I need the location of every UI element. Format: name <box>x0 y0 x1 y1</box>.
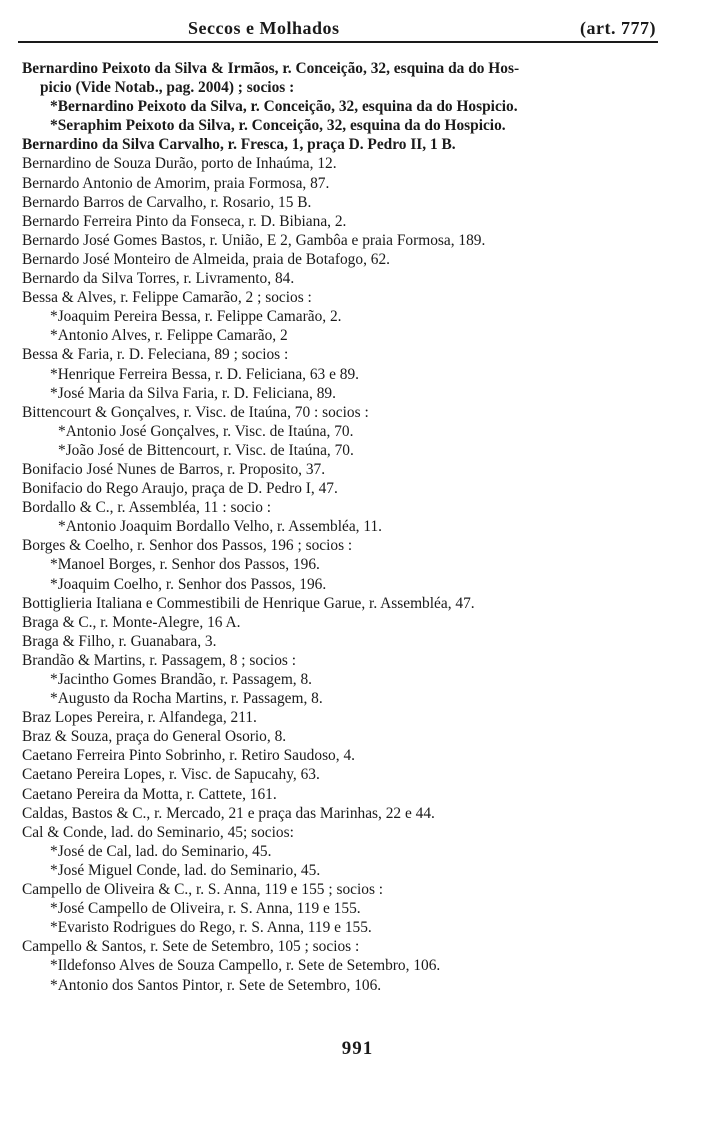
partner-entry: *Henrique Ferreira Bessa, r. D. Feliciana, 63 e 89. <box>50 365 359 383</box>
partner-entry: *Antonio Alves, r. Felippe Camarão, 2 <box>50 327 288 345</box>
directory-entry: Bernardo Antonio de Amorim, praia Formosa, 87. <box>22 174 330 192</box>
partner-entry: *Antonio dos Santos Pintor, r. Sete de Setembro, 106. <box>50 976 382 994</box>
directory-entry: Bernardo José Gomes Bastos, r. União, E 2, Gambôa e praia Formosa, 189. <box>22 231 486 249</box>
partner-entry: *Seraphim Peixoto da Silva, r. Conceição, 32, esquina da do Hospicio. <box>50 117 506 135</box>
entry-continuation: picio (Vide Notab., pag. 2004) ; socios : <box>40 79 295 97</box>
directory-entry: Bernardino de Souza Durão, porto de Inhaúma, 12. <box>22 155 337 173</box>
partner-entry: *Joaquim Coelho, r. Senhor dos Passos, 196. <box>50 575 327 593</box>
directory-entry: Bernardo José Monteiro de Almeida, praia de Botafogo, 62. <box>22 250 390 268</box>
directory-entry: Bernardo Barros de Carvalho, r. Rosario, 15 B. <box>22 193 312 211</box>
directory-entry: Borges & Coelho, r. Senhor dos Passos, 196 ; socios : <box>22 537 353 555</box>
partner-entry: *José Maria da Silva Faria, r. D. Feliciana, 89. <box>50 384 336 402</box>
directory-entry: Bernardo da Silva Torres, r. Livramento, 84. <box>22 270 295 288</box>
directory-entry: Campello & Santos, r. Sete de Setembro, 105 ; socios : <box>22 938 360 956</box>
directory-entry: Braz Lopes Pereira, r. Alfandega, 211. <box>22 709 257 727</box>
directory-entry: Bernardino da Silva Carvalho, r. Fresca, 1, praça D. Pedro II, 1 B. <box>22 136 456 154</box>
page-number: 991 <box>341 1038 374 1059</box>
directory-entry: Campello de Oliveira & C., r. S. Anna, 119 e 155 ; socios : <box>22 881 384 899</box>
directory-entry: Bittencourt & Gonçalves, r. Visc. de Itaúna, 70 : socios : <box>22 403 369 421</box>
directory-entry: Bessa & Alves, r. Felippe Camarão, 2 ; socios : <box>22 289 312 307</box>
partner-entry: *João José de Bittencourt, r. Visc. de Itaúna, 70. <box>58 441 354 459</box>
directory-entry <box>22 59 672 97</box>
directory-entry: Caetano Pereira da Motta, r. Cattete, 161. <box>22 785 277 803</box>
partner-entry: *Bernardino Peixoto da Silva, r. Conceição, 32, esquina da do Hospicio. <box>50 98 518 116</box>
header-rule <box>18 41 658 43</box>
partner-entry: *Ildefonso Alves de Souza Campello, r. Sete de Setembro, 106. <box>50 957 441 975</box>
directory-entry: Bessa & Faria, r. D. Feleciana, 89 ; socios : <box>22 346 289 364</box>
directory-entry: Braga & Filho, r. Guanabara, 3. <box>22 632 217 650</box>
partner-entry: *Augusto da Rocha Martins, r. Passagem, 8. <box>50 690 323 708</box>
partner-entry: *Evaristo Rodrigues do Rego, r. S. Anna, 119 e 155. <box>50 919 372 937</box>
directory-entry: Bernardo Ferreira Pinto da Fonseca, r. D. Bibiana, 2. <box>22 212 347 230</box>
directory-entry: Caldas, Bastos & C., r. Mercado, 21 e praça das Marinhas, 22 e 44. <box>22 804 435 822</box>
directory-entry: Brandão & Martins, r. Passagem, 8 ; socios : <box>22 651 297 669</box>
directory-entry: Braz & Souza, praça do General Osorio, 8. <box>22 728 287 746</box>
partner-entry: *Manoel Borges, r. Senhor dos Passos, 196. <box>50 556 320 574</box>
directory-entry: Bonifacio do Rego Araujo, praça de D. Pedro I, 47. <box>22 480 338 498</box>
partner-entry: *Jacintho Gomes Brandão, r. Passagem, 8. <box>50 671 313 688</box>
directory-entry: Caetano Pereira Lopes, r. Visc. de Sapucahy, 63. <box>22 766 320 784</box>
directory-entry: Caetano Ferreira Pinto Sobrinho, r. Retiro Saudoso, 4. <box>22 747 355 765</box>
directory-entry: Bordallo & C., r. Assembléa, 11 : socio : <box>22 499 272 517</box>
partner-entry: *Joaquim Pereira Bessa, r. Felippe Camarão, 2. <box>50 308 342 326</box>
directory-list <box>22 59 672 995</box>
entry-line: Bernardino Peixoto da Silva & Irmãos, r. Conceição, 32, esquina da do Hos- <box>22 60 520 77</box>
directory-entry: Bonifacio José Nunes de Barros, r. Proposito, 37. <box>22 460 326 478</box>
directory-entry: Bottiglieria Italiana e Commestibili de Henrique Garue, r. Assembléa, 47. <box>22 594 475 612</box>
directory-entry: Braga & C., r. Monte-Alegre, 16 A. <box>22 613 241 631</box>
partner-entry: *Antonio José Gonçalves, r. Visc. de Itaúna, 70. <box>58 422 354 440</box>
section-title: Seccos e Molhados <box>188 18 340 38</box>
partner-entry: *José de Cal, lad. do Seminario, 45. <box>50 842 272 860</box>
partner-entry: *José Miguel Conde, lad. do Seminario, 45. <box>50 861 321 879</box>
partner-entry: *José Campello de Oliveira, r. S. Anna, 119 e 155. <box>50 900 361 918</box>
article-reference: (art. 777) <box>580 18 656 38</box>
directory-entry: Cal & Conde, lad. do Seminario, 45; socios: <box>22 823 294 841</box>
page-header <box>18 18 656 40</box>
partner-entry: *Antonio Joaquim Bordallo Velho, r. Assembléa, 11. <box>58 518 383 536</box>
